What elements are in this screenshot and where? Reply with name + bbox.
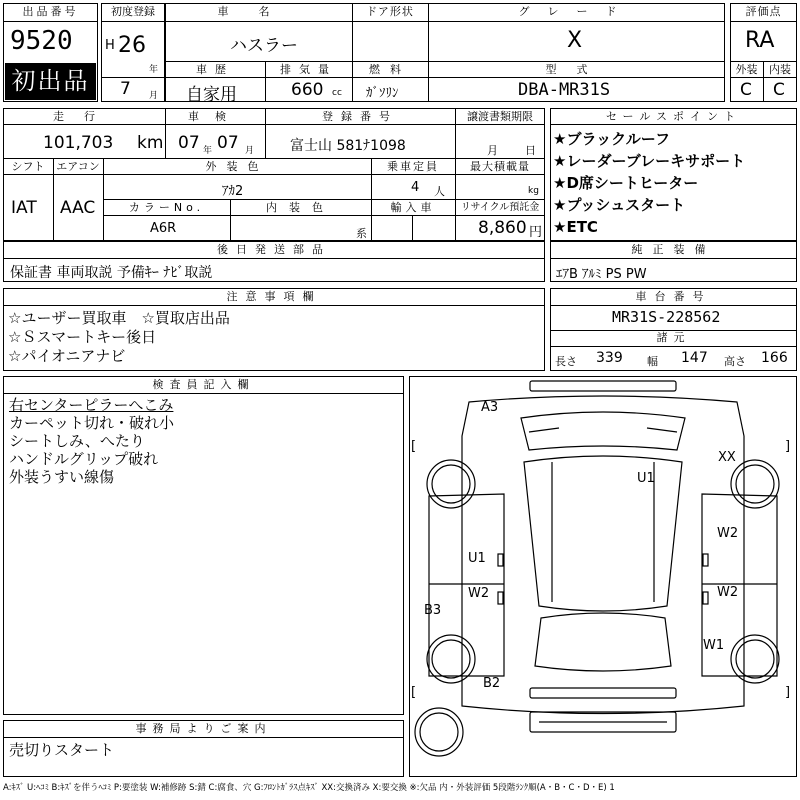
recycle-unit: 円 — [529, 225, 543, 240]
month-suffix: 月 — [149, 91, 159, 101]
displacement-label: 排気量 — [280, 63, 337, 76]
sales-point-item: ★D席シートヒーター — [553, 174, 699, 192]
mileage-label: 走行 — [53, 110, 115, 123]
color-value: ｱｶ2 — [222, 184, 244, 199]
seats-unit: 人 — [434, 185, 445, 198]
inspector-line: 右センターピラーへこみ — [9, 396, 174, 414]
year-suffix: 年 — [149, 65, 159, 75]
transfer-day-suffix: 日 — [525, 144, 536, 157]
note-line: ☆ユーザー買取車 ☆買取店出品 — [8, 309, 230, 327]
bracket-left-top: [ — [411, 439, 417, 454]
damage-mark-right-w2: W2 — [717, 526, 739, 541]
office-value: 売切りスタート — [9, 741, 115, 759]
height-value: 166 — [761, 350, 788, 366]
car-name-label: 車名 — [217, 5, 300, 18]
width-value: 147 — [681, 350, 708, 366]
history-label: 車歴 — [196, 63, 234, 76]
inspection-month-suffix: 月 — [245, 146, 255, 156]
door-label: ドア形状 — [366, 5, 414, 18]
inspector-title: 検査員記入欄 — [152, 378, 255, 391]
color-no-label: カラーNo. — [128, 201, 205, 214]
history-value: 自家用 — [186, 85, 237, 105]
damage-mark-xx: XX — [718, 450, 736, 465]
later-parts-value: 保証書 車両取説 予備ｷｰ ﾅﾋﾞ取説 — [10, 265, 213, 281]
note-line: ☆Ｓスマートキー後日 — [8, 328, 157, 346]
import-label: 輸入車 — [390, 201, 436, 214]
damage-mark-a3: A3 — [481, 400, 499, 415]
notes-title: 注意事項欄 — [226, 290, 322, 303]
model-label: 型式 — [545, 63, 608, 76]
plate-label: 登録番号 — [322, 110, 398, 123]
ac-value: AAC — [60, 198, 96, 218]
fuel-label: 燃料 — [369, 63, 411, 76]
lot-number: 9520 — [10, 26, 73, 56]
notes-list — [8, 309, 230, 366]
transfer-label: 譲渡書類期限 — [467, 110, 533, 123]
bracket-right-top: ] — [785, 439, 791, 454]
ac-label: エアコン — [56, 160, 100, 173]
color-no-value: A6R — [150, 221, 177, 236]
seats-value: 4 — [411, 180, 420, 195]
shift-value: IAT — [11, 198, 37, 218]
damage-mark-w1: W1 — [703, 638, 725, 653]
chassis-value: MR31S-228562 — [612, 308, 721, 326]
load-unit: kg — [528, 186, 539, 196]
inspector-line: カーペット切れ・破れ小 — [9, 414, 175, 432]
length-label: 長さ — [555, 355, 577, 368]
reg-month: 7 — [120, 79, 131, 99]
equipment-value: ｴｱB ｱﾙﾐ PS PW — [556, 267, 647, 282]
length-value: 339 — [596, 350, 623, 366]
model-value: DBA-MR31S — [518, 80, 611, 100]
shift-label: シフト — [11, 160, 45, 173]
later-parts-title: 後日発送部品 — [217, 243, 331, 256]
interior-grade: C — [773, 80, 785, 100]
car-diagram — [409, 376, 797, 777]
mileage-unit: km — [137, 133, 164, 153]
sales-point-item: ★ブラックルーフ — [553, 130, 670, 148]
inspector-line: 外装うすい線傷 — [9, 468, 115, 486]
mileage-value: 101,703 — [43, 133, 114, 153]
dims-title: 諸元 — [656, 331, 691, 344]
damage-mark-b2: B2 — [483, 676, 501, 691]
int-color-suffix: 系 — [356, 227, 367, 240]
inspector-line: ハンドルグリップ破れ — [9, 450, 159, 468]
grade-value: X — [567, 28, 583, 53]
sales-points-title: セールスポイント — [605, 110, 741, 123]
sales-point-item: ★レーダーブレーキサポート — [553, 152, 746, 170]
inspector-list — [9, 396, 174, 486]
inspection-label: 車検 — [188, 110, 242, 123]
car-name: ハスラー — [230, 36, 298, 56]
transfer-month-suffix: 月 — [487, 144, 498, 157]
damage-mark-right-w2b: W2 — [717, 585, 739, 600]
recycle-value: 8,860 — [478, 218, 527, 238]
exterior-grade: C — [740, 80, 752, 100]
sales-point-item: ★プッシュスタート — [553, 196, 686, 214]
sales-points-list — [553, 128, 745, 238]
width-label: 幅 — [647, 355, 658, 368]
first-reg-label: 初度登録 — [111, 5, 155, 18]
fuel-value: ｶﾞｿﾘﾝ — [366, 86, 399, 101]
displacement-value: 660 — [291, 80, 324, 100]
note-line: ☆パイオニアナビ — [8, 347, 126, 365]
seats-label: 乗車定員 — [387, 160, 439, 173]
recycle-label: リサイクル預託金 — [460, 202, 540, 213]
chassis-title: 車台番号 — [635, 290, 712, 303]
lot-number-label: 出品番号 — [22, 5, 79, 18]
inspection-year: 07 — [178, 133, 200, 153]
inspection-month: 07 — [217, 133, 239, 153]
score-value: RA — [745, 28, 775, 53]
inspector-line: シートしみ、へたり — [9, 432, 145, 450]
damage-mark-b3: B3 — [424, 603, 442, 618]
plate-value: 富士山 581ﾅ1098 — [290, 138, 406, 154]
damage-mark-left-u1: U1 — [468, 551, 486, 566]
grade-label: グレード — [518, 5, 635, 18]
load-label: 最大積載量 — [470, 160, 530, 173]
height-label: 高さ — [724, 355, 746, 368]
reg-year: 26 — [118, 33, 146, 58]
inspection-year-suffix: 年 — [203, 146, 213, 156]
score-label: 評価点 — [745, 5, 782, 18]
bracket-right-bottom: ] — [785, 685, 791, 700]
damage-mark-roof-u1: U1 — [637, 471, 655, 486]
displacement-unit: cc — [332, 88, 342, 98]
color-label: 外装色 — [205, 160, 269, 173]
exterior-label: 外装 — [735, 63, 758, 76]
equipment-title: 純正装備 — [631, 243, 716, 256]
office-title: 事務局よりご案内 — [135, 722, 272, 735]
interior-label: 内装 — [769, 63, 791, 76]
damage-mark-left-w2: W2 — [468, 586, 490, 601]
legend: A:ｷｽﾞ U:ﾍｺﾐ B:ｷｽﾞを伴うﾍｺﾐ P:要塗装 W:補修跡 S:錆 C:腐食、穴 G:ﾌﾛﾝﾄｶﾞﾗｽ点ｷｽﾞ XX:交換済み X:要交換 ※:欠品 内・外装評価 5段階ﾗﾝｸ順(A・B・C・D・E) 1 — [3, 783, 615, 793]
int-color-label: 内装色 — [266, 201, 335, 214]
bracket-left-bottom: [ — [411, 685, 417, 700]
sales-point-item: ★ETC — [553, 218, 598, 236]
first-listing-badge: 初出品 — [5, 63, 96, 100]
era: H — [105, 38, 115, 53]
